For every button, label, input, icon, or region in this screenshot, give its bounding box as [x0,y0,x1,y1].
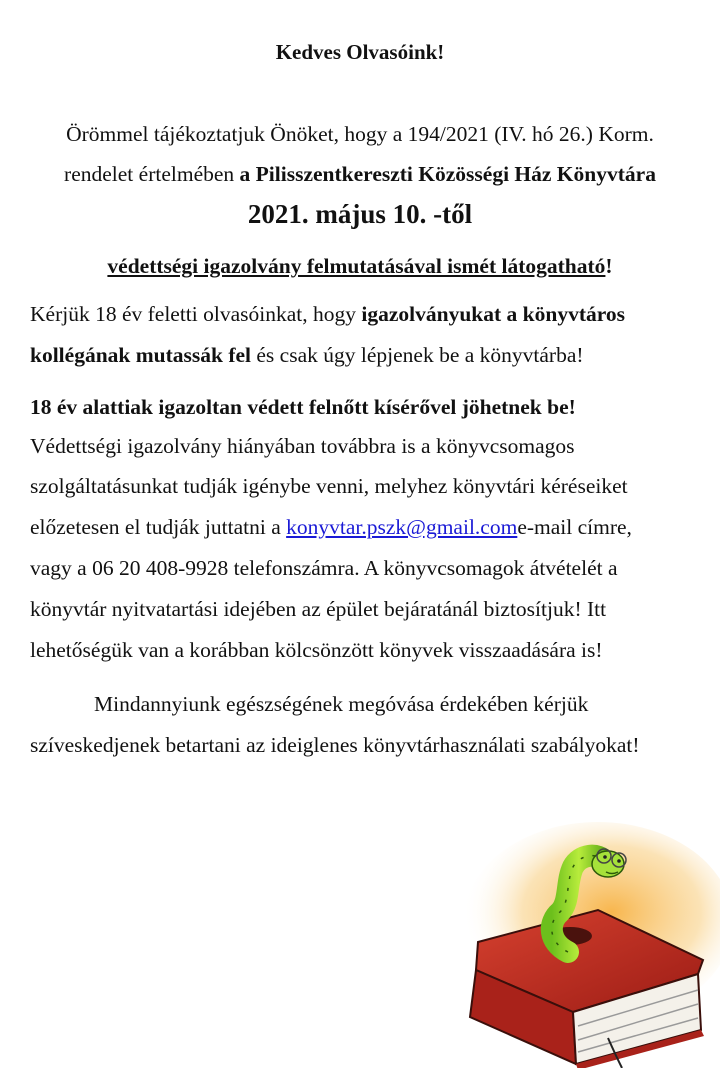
paragraph-line-5: könyvtár nyitvatartási idejében az épület bejáratánál biztosítjuk! Itt [30,597,607,621]
access-condition-text: védettségi igazolvány felmutatásával ismét látogatható [107,254,606,278]
library-name: a Pilisszentkereszti Közösségi Ház Könyvtára [239,162,656,186]
access-condition-exclaim: ! [605,254,613,278]
bookworm-illustration [448,812,720,1068]
paragraph-line-1: Védettségi igazolvány hiányában továbbra is a könyvcsomagos [30,434,575,458]
request-line-1 [30,300,720,328]
request-line-1-text: Kérjük 18 év feletti olvasóinkat, hogy [30,302,362,326]
minors-notice-text: 18 év alattiak igazoltan védett felnőtt kísérővel jöhetnek be! [30,395,576,419]
paragraph-line-2: szolgáltatásunkat tudják igénybe venni, melyhez könyvtári kéréseiket [30,474,628,498]
request-line-2 [30,341,720,369]
paragraph-line-6: lehetőségük van a korábban kölcsönzött könyvek visszaadására is! [30,638,603,662]
opening-date: 2021. május 10. -től [247,199,473,229]
paragraph-line-3-text: előzetesen el tudják juttatni a [30,515,287,539]
access-condition [0,252,720,280]
request-line-1-bold: igazolványukat a könyvtáros [361,302,626,326]
paragraph-line-4: vagy a 06 20 408-9928 telefonszámra. A könyvcsomagok átvételét a [30,556,618,580]
email-link[interactable]: konyvtar.pszk@gmail.com [286,515,518,539]
intro-line-2-text: rendelet értelmében [64,162,240,186]
request-line-2-text: és csak úgy lépjenek be a könyvtárba! [251,343,584,367]
request-line-2-bold: kollégának mutassák fel [30,343,252,367]
paragraph-line-3 [30,513,720,541]
intro-line-1: Örömmel tájékoztatjuk Önöket, hogy a 194/2021 (IV. hó 26.) Korm. [66,122,654,146]
minors-notice [30,393,720,421]
bookworm-icon [448,812,720,1068]
closing-line-1: Mindannyiunk egészségének megóvása érdekében kérjük [94,692,589,716]
closing-line-2: szíveskedjenek betartani az ideiglenes könyvtárhasználati szabályokat! [30,733,640,757]
greeting-heading: Kedves Olvasóink! [275,40,445,64]
intro-line-2 [0,160,720,188]
paragraph-line-3-suffix: e-mail címre, [517,515,632,539]
